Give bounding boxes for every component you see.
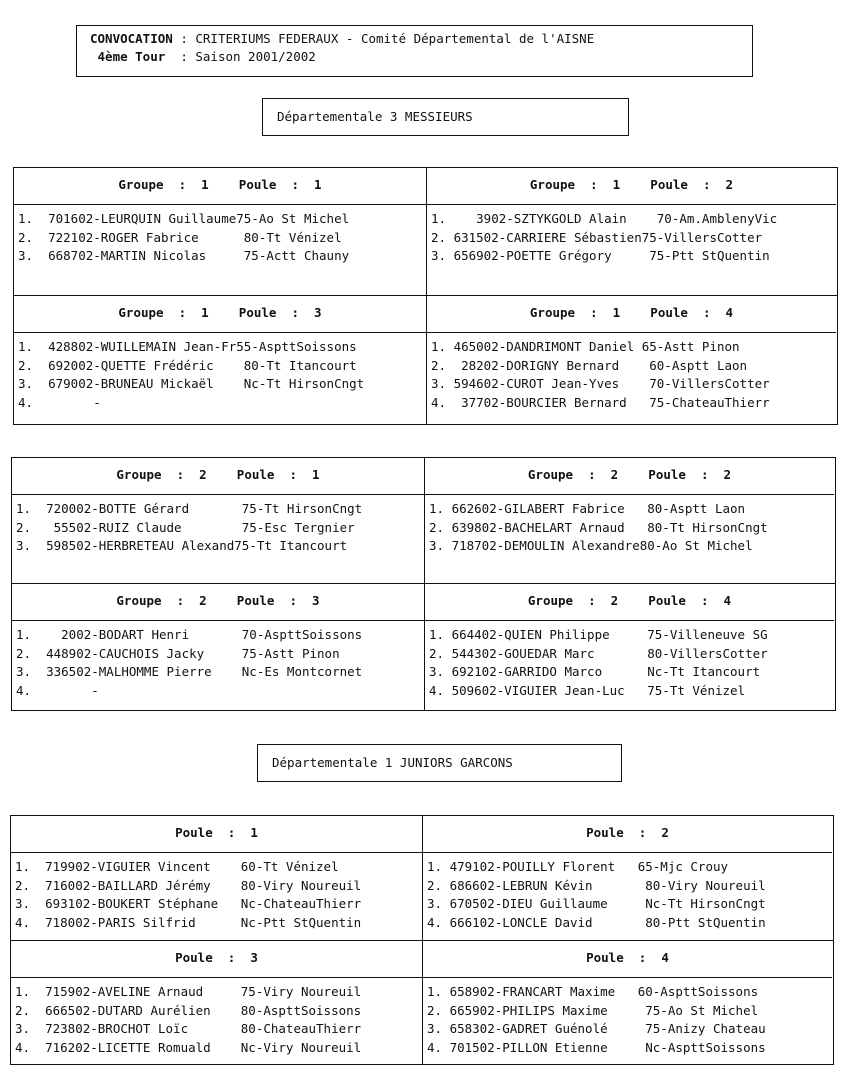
poule-cell (11, 941, 422, 1064)
poule-cell (14, 296, 426, 424)
player-row: 1. 428802-WUILLEMAIN Jean-Fr55-AspttSoissons (18, 339, 357, 354)
player-row: 2. 631502-CARRIERE Sébastien75-VillersCotter (431, 229, 763, 245)
player-row: 3. 668702-MARTIN Nicolas 75-Actt Chauny (18, 248, 350, 263)
group-2-grid (11, 457, 836, 711)
player-row: 1. 719902-VIGUIER Vincent 60-Tt Vénizel (15, 859, 339, 874)
player-row: 4. - (16, 682, 99, 698)
player-row: 2. 722102-ROGER Fabrice 80-Tt Vénizel (18, 229, 342, 245)
poule-heading: Poule : 2 (586, 825, 669, 840)
poule-heading: Groupe : 2 Poule : 1 (116, 467, 320, 482)
poule-heading: Groupe : 2 Poule : 2 (527, 467, 732, 482)
player-row: 2. 639802-BACHELART Arnaud 80-Tt HirsonCngt (429, 519, 768, 535)
player-list (429, 500, 768, 556)
player-row: 4. - (18, 394, 101, 410)
juniors-grid (10, 815, 834, 1065)
poule-cell (424, 458, 834, 584)
convocation-label: CONVOCATION (90, 31, 173, 46)
player-list (431, 338, 770, 412)
player-row: 3. 670502-DIEU Guillaume Nc-Tt HirsonCngt (427, 896, 766, 911)
player-row: 3. 598502-HERBRETEAU Alexand75-Tt Itancourt (16, 538, 348, 553)
poule-cell (426, 168, 836, 296)
poule-cell (422, 941, 832, 1064)
player-row: 2. 692002-QUETTE Frédéric 80-Tt Itancourt (18, 357, 357, 373)
player-row: 1. 664402-QUIEN Philippe 75-Villeneuve SG (429, 627, 768, 642)
player-row: 4. 716202-LICETTE Romuald Nc-Viry Noureuil (15, 1039, 362, 1055)
poule-heading: Poule : 4 (586, 950, 669, 965)
player-row: 2. 55502-RUIZ Claude 75-Esc Tergnier (16, 519, 355, 535)
player-row: 1. 658902-FRANCART Maxime 60-AspttSoissons (427, 984, 759, 999)
player-row: 3. 658302-GADRET Guénolé 75-Anizy Chateau (427, 1021, 766, 1036)
player-row: 3. 718702-DEMOULIN Alexandre80-Ao St Michel (429, 538, 753, 553)
poule-heading: Groupe : 1 Poule : 3 (118, 305, 322, 320)
poule-heading: Groupe : 2 Poule : 3 (116, 593, 320, 608)
poule-heading: Groupe : 1 Poule : 1 (118, 177, 322, 192)
player-row: 2. 544302-GOUEDAR Marc 80-VillersCotter (429, 645, 768, 661)
player-row: 3. 594602-CUROT Jean-Yves 70-VillersCotter (431, 376, 770, 391)
poule-cell (12, 458, 424, 584)
player-row: 2. 665902-PHILIPS Maxime 75-Ao St Michel (427, 1002, 759, 1018)
convocation-value: : CRITERIUMS FEDERAUX - Comité Départemental de l'AISNE (172, 31, 595, 46)
player-row: 4. 666102-LONCLE David 80-Ptt StQuentin (427, 914, 766, 930)
player-list (429, 626, 768, 700)
poule-heading: Groupe : 1 Poule : 2 (529, 177, 734, 192)
player-row: 1. 3902-SZTYKGOLD Alain 70-Am.AmblenyVic (431, 211, 778, 226)
player-row: 2. 28202-DORIGNY Bernard 60-Asptt Laon (431, 357, 748, 373)
poule-heading: Poule : 1 (175, 825, 258, 840)
section-title-d3: Départementale 3 MESSIEURS (262, 98, 629, 136)
player-list (15, 858, 361, 932)
player-row: 2. 716002-BAILLARD Jérémy 80-Viry Noureuil (15, 877, 362, 893)
player-list (18, 338, 364, 412)
player-row: 4. 509602-VIGUIER Jean-Luc 75-Tt Vénizel (429, 682, 746, 698)
player-row: 3. 692102-GARRIDO Marco Nc-Tt Itancourt (429, 664, 761, 679)
player-row: 1. 720002-BOTTE Gérard 75-Tt HirsonCngt (16, 501, 363, 516)
poule-cell (12, 584, 424, 710)
poule-heading: Poule : 3 (175, 950, 258, 965)
convocation-header (76, 25, 753, 77)
player-row: 2. 686602-LEBRUN Kévin 80-Viry Noureuil (427, 877, 766, 893)
player-list (427, 983, 766, 1057)
poule-cell (426, 296, 836, 424)
player-list (427, 858, 766, 932)
player-row: 1. 701602-LEURQUIN Guillaume75-Ao St Michel (18, 211, 350, 226)
player-row: 1. 479102-POUILLY Florent 65-Mjc Crouy (427, 859, 729, 874)
player-row: 1. 2002-BODART Henri 70-AspttSoissons (16, 627, 363, 642)
player-row: 4. 718002-PARIS Silfrid Nc-Ptt StQuentin (15, 914, 362, 930)
player-row: 3. 336502-MALHOMME Pierre Nc-Es Montcornet (16, 664, 363, 679)
poule-cell (424, 584, 834, 710)
poule-heading: Groupe : 2 Poule : 4 (527, 593, 732, 608)
poule-cell (14, 168, 426, 296)
poule-cell (11, 816, 422, 941)
player-row: 1. 715902-AVELINE Arnaud 75-Viry Noureuil (15, 984, 362, 999)
player-row: 3. 656902-POETTE Grégory 75-Ptt StQuentin (431, 248, 770, 263)
tour-label: 4ème Tour (90, 49, 166, 64)
group-1-grid (13, 167, 838, 425)
player-row: 3. 679002-BRUNEAU Mickaël Nc-Tt HirsonCngt (18, 376, 365, 391)
player-row: 4. 37702-BOURCIER Bernard 75-ChateauThierr (431, 394, 770, 410)
player-row: 4. 701502-PILLON Etienne Nc-AspttSoissons (427, 1039, 766, 1055)
player-list (15, 983, 361, 1057)
tour-value: : Saison 2001/2002 (165, 49, 316, 64)
player-list (16, 500, 362, 556)
section-title-d1: Départementale 1 JUNIORS GARCONS (257, 744, 622, 782)
player-row: 1. 662602-GILABERT Fabrice 80-Asptt Laon (429, 501, 746, 516)
player-list (16, 626, 362, 700)
player-row: 2. 666502-DUTARD Aurélien 80-AspttSoissons (15, 1002, 362, 1018)
player-row: 3. 723802-BROCHOT Loïc 80-ChateauThierr (15, 1021, 362, 1036)
player-list (18, 210, 349, 266)
player-list (431, 210, 777, 266)
player-row: 1. 465002-DANDRIMONT Daniel 65-Astt Pinon (431, 339, 740, 354)
poule-cell (422, 816, 832, 941)
player-row: 3. 693102-BOUKERT Stéphane Nc-ChateauThierr (15, 896, 362, 911)
poule-heading: Groupe : 1 Poule : 4 (529, 305, 734, 320)
player-row: 2. 448902-CAUCHOIS Jacky 75-Astt Pinon (16, 645, 340, 661)
